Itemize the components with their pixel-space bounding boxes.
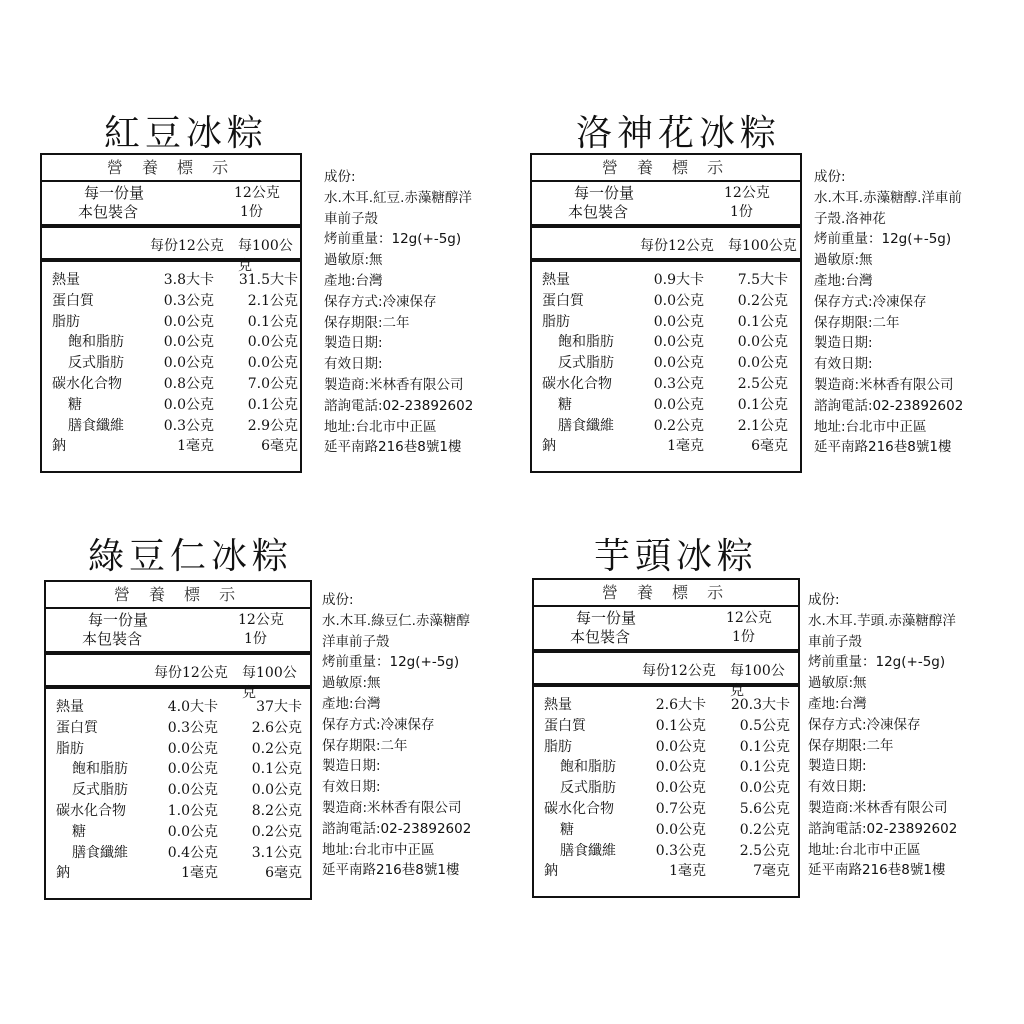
servings-value: 1份 [244, 631, 267, 647]
servings-per-pack-label: 本包裝含 [570, 628, 631, 646]
col-per-serving: 每份12公克 [150, 238, 224, 254]
nutrient-name: 糖 [560, 821, 574, 838]
info-line: 保存方式:冷凍保存 [322, 716, 435, 733]
serving-info [46, 607, 310, 655]
per-serving-value: 0.0公克 [167, 740, 218, 757]
per-serving-value: 1毫克 [177, 438, 214, 455]
info-line: 保存期限:二年 [808, 737, 894, 754]
per-serving-value: 0.0公克 [167, 782, 218, 799]
per-100g-value: 0.0公克 [737, 355, 788, 372]
per-serving-value: 0.0公克 [167, 761, 218, 778]
serving-info [532, 180, 800, 228]
info-line: 保存期限:二年 [322, 737, 408, 754]
per-100g-value: 2.1公克 [247, 292, 298, 309]
nutrient-name: 熱量 [544, 697, 572, 713]
per-serving-value: 0.0公克 [163, 355, 214, 372]
info-line: 保存方式:冷凍保存 [324, 293, 437, 310]
nutrient-name: 蛋白質 [56, 719, 98, 736]
info-line: 諮詢電話:02-23892602 [322, 820, 472, 837]
per-serving-value: 0.0公克 [653, 334, 704, 351]
per-100g-value: 31.5大卡 [238, 272, 298, 288]
col-per-100g: 每100公克 [730, 663, 785, 699]
product-info [324, 167, 499, 458]
nutrient-name: 飽和脂肪 [560, 759, 616, 776]
nutrient-row [42, 436, 300, 457]
info-line: 車前子殼 [808, 633, 862, 650]
info-line: 有效日期: [808, 779, 867, 796]
per-100g-value: 0.1公克 [739, 759, 790, 776]
nutrition-table [532, 578, 800, 898]
info-line: 延平南路216巷8號1樓 [322, 862, 460, 879]
nutrient-name: 熱量 [542, 272, 570, 288]
per-100g-value: 2.1公克 [737, 417, 788, 434]
nutrient-row [46, 759, 310, 780]
nutrient-row [42, 374, 300, 395]
per-100g-value: 6毫克 [265, 865, 302, 882]
nutrient-rows [46, 697, 310, 884]
per-100g-value: 7.0公克 [247, 375, 298, 392]
nutrient-row [42, 312, 300, 333]
info-line: 有效日期: [814, 356, 873, 373]
nutrient-row [42, 353, 300, 374]
info-line: 成份: [814, 169, 846, 185]
info-line: 水.木耳.紅豆.赤藻糖醇洋 [324, 189, 472, 206]
per-serving-value: 0.0公克 [653, 355, 704, 372]
per-serving-value: 0.0公克 [653, 292, 704, 309]
column-headers [532, 228, 800, 262]
per-100g-value: 0.1公克 [737, 396, 788, 413]
nutrient-name: 脂肪 [56, 740, 84, 757]
nutrient-row [534, 695, 798, 716]
per-100g-value: 0.1公克 [739, 738, 790, 755]
nutrient-name: 熱量 [56, 699, 84, 715]
product-title: 綠豆仁冰粽 [88, 536, 294, 577]
info-line: 過敏原:無 [324, 252, 383, 269]
info-line: 製造日期: [324, 335, 383, 352]
nutrient-name: 碳水化合物 [52, 375, 122, 392]
info-line: 產地:台灣 [814, 272, 873, 289]
per-100g-value: 0.0公克 [737, 334, 788, 351]
info-line: 洋車前子殼 [322, 633, 390, 650]
servings-value: 1份 [730, 204, 753, 220]
nutrient-row [46, 822, 310, 843]
info-line: 延平南路216巷8號1樓 [324, 439, 462, 456]
nutrient-row [532, 395, 800, 416]
nutrient-row [532, 436, 800, 457]
per-serving-value: 0.7公克 [655, 800, 706, 817]
info-line: 產地:台灣 [808, 695, 867, 712]
nutrient-row [532, 312, 800, 333]
per-serving-value: 1毫克 [667, 438, 704, 455]
per-100g-value: 7.5大卡 [737, 272, 788, 288]
per-serving-label: 每一份量 [576, 609, 637, 627]
info-line: 車前子殼 [324, 210, 378, 227]
per-serving-value: 0.2公克 [653, 417, 704, 434]
serving-size-value: 12公克 [234, 185, 280, 201]
per-100g-value: 0.2公克 [251, 740, 302, 757]
servings-value: 1份 [240, 204, 263, 220]
product-info [808, 590, 983, 881]
per-serving-value: 0.8公克 [163, 375, 214, 392]
info-line: 製造商:米林香有限公司 [324, 376, 464, 393]
per-serving-value: 0.0公克 [655, 738, 706, 755]
product-panel-taro [532, 528, 1012, 880]
nutrient-row [46, 801, 310, 822]
info-line: 延平南路216巷8號1樓 [814, 439, 952, 456]
per-serving-value: 0.3公克 [163, 292, 214, 309]
col-per-serving: 每份12公克 [642, 663, 716, 679]
product-title: 紅豆冰粽 [104, 113, 269, 154]
product-panel-mung-bean [44, 528, 524, 882]
per-100g-value: 8.2公克 [251, 802, 302, 819]
per-serving-value: 0.0公克 [653, 313, 704, 330]
per-serving-value: 0.3公克 [167, 719, 218, 736]
nutrient-name: 糖 [72, 823, 86, 840]
info-line: 地址:台北市中正區 [814, 418, 927, 435]
per-serving-value: 0.9大卡 [653, 272, 704, 288]
nutrient-name: 碳水化合物 [56, 802, 126, 819]
info-line: 有效日期: [322, 779, 381, 796]
per-100g-value: 3.1公克 [251, 844, 302, 861]
info-line: 成份: [324, 169, 356, 185]
info-line: 過敏原:無 [814, 252, 873, 269]
per-100g-value: 0.0公克 [247, 334, 298, 351]
per-100g-value: 2.5公克 [739, 842, 790, 859]
info-line: 製造商:米林香有限公司 [322, 799, 462, 816]
per-serving-value: 4.0大卡 [167, 699, 218, 715]
nutrient-row [532, 353, 800, 374]
product-panel-red-bean [40, 105, 520, 456]
nutrient-name: 膳食纖維 [68, 417, 124, 434]
nutrient-row [42, 416, 300, 437]
per-serving-label: 每一份量 [574, 184, 635, 202]
nutrition-table [44, 580, 312, 900]
nutrient-row [42, 270, 300, 291]
nutrient-row [532, 374, 800, 395]
info-line: 烤前重量：12g(+-5g) [322, 654, 460, 671]
nutrient-name: 反式脂肪 [560, 780, 616, 797]
serving-info [534, 605, 798, 653]
nutrient-row [534, 778, 798, 799]
per-serving-value: 0.3公克 [163, 417, 214, 434]
nutrient-row [534, 716, 798, 737]
per-100g-value: 0.1公克 [247, 313, 298, 330]
nutrition-table [40, 153, 302, 473]
nutrient-name: 熱量 [52, 272, 80, 288]
product-panel-roselle [530, 105, 1010, 456]
per-serving-value: 0.3公克 [655, 842, 706, 859]
nutrient-name: 蛋白質 [544, 717, 586, 734]
info-line: 水.木耳.赤藻糖醇.洋車前 [814, 189, 962, 206]
info-line: 烤前重量：12g(+-5g) [324, 231, 462, 248]
nutrient-name: 脂肪 [52, 313, 80, 330]
nutrient-row [42, 291, 300, 312]
nutrient-name: 糖 [68, 396, 82, 413]
per-100g-value: 0.0公克 [247, 355, 298, 372]
nutrient-row [532, 270, 800, 291]
per-100g-value: 6毫克 [751, 438, 788, 455]
per-100g-value: 37大卡 [256, 699, 302, 715]
per-100g-value: 0.5公克 [739, 717, 790, 734]
per-100g-value: 0.2公克 [251, 823, 302, 840]
nutrient-row [532, 291, 800, 312]
serving-size-value: 12公克 [726, 610, 772, 626]
info-line: 製造日期: [814, 335, 873, 352]
col-per-100g: 每100公克 [238, 238, 293, 274]
per-100g-value: 0.1公克 [737, 313, 788, 330]
col-per-serving: 每份12公克 [154, 665, 228, 681]
nutrient-row [46, 739, 310, 760]
info-line: 保存期限:二年 [814, 314, 900, 331]
per-serving-value: 0.0公克 [163, 334, 214, 351]
per-serving-value: 0.3公克 [653, 375, 704, 392]
nutrient-name: 飽和脂肪 [558, 334, 614, 351]
nutrient-name: 鈉 [52, 438, 66, 455]
per-100g-value: 5.6公克 [739, 800, 790, 817]
per-100g-value: 2.6公克 [251, 719, 302, 736]
nutrient-name: 鈉 [544, 863, 558, 880]
nutrient-rows [534, 695, 798, 882]
per-100g-value: 2.9公克 [247, 417, 298, 434]
per-serving-label: 每一份量 [88, 611, 149, 629]
per-100g-value: 0.1公克 [247, 396, 298, 413]
nutrient-row [534, 861, 798, 882]
nutrient-row [534, 820, 798, 841]
nutrient-row [534, 799, 798, 820]
nutrient-name: 膳食纖維 [558, 417, 614, 434]
col-per-serving: 每份12公克 [640, 238, 714, 254]
info-line: 保存方式:冷凍保存 [808, 716, 921, 733]
nutrient-row [46, 718, 310, 739]
info-line: 水.木耳.芋頭.赤藻糖醇洋 [808, 612, 956, 629]
nutrition-table-heading: 營 養 標 示 [42, 155, 300, 182]
info-line: 水.木耳.綠豆仁.赤藻糖醇 [322, 612, 470, 629]
info-line: 過敏原:無 [808, 675, 867, 692]
nutrient-name: 糖 [558, 396, 572, 413]
nutrient-name: 蛋白質 [542, 292, 584, 309]
info-line: 製造日期: [322, 758, 381, 775]
nutrition-table-heading: 營 養 標 示 [534, 580, 798, 607]
info-line: 成份: [808, 592, 840, 608]
per-serving-value: 0.1公克 [655, 717, 706, 734]
per-100g-value: 20.3大卡 [730, 697, 790, 713]
nutrient-name: 碳水化合物 [544, 800, 614, 817]
info-line: 過敏原:無 [322, 675, 381, 692]
serving-size-value: 12公克 [724, 185, 770, 201]
nutrition-table-heading: 營 養 標 示 [46, 582, 310, 609]
info-line: 諮詢電話:02-23892602 [808, 820, 958, 837]
nutrient-name: 蛋白質 [52, 292, 94, 309]
per-serving-value: 2.6大卡 [655, 697, 706, 713]
nutrient-name: 脂肪 [544, 738, 572, 755]
per-serving-value: 1毫克 [181, 865, 218, 882]
info-line: 烤前重量：12g(+-5g) [808, 654, 946, 671]
nutrient-name: 反式脂肪 [68, 355, 124, 372]
info-line: 製造商:米林香有限公司 [814, 376, 954, 393]
info-line: 地址:台北市中正區 [322, 841, 435, 858]
info-line: 地址:台北市中正區 [808, 841, 921, 858]
nutrient-row [46, 843, 310, 864]
nutrient-name: 鈉 [56, 865, 70, 882]
per-serving-value: 0.0公克 [163, 396, 214, 413]
servings-per-pack-label: 本包裝含 [82, 630, 143, 648]
info-line: 製造日期: [808, 758, 867, 775]
product-info [322, 590, 497, 881]
serving-info [42, 180, 300, 228]
nutrient-row [534, 737, 798, 758]
servings-per-pack-label: 本包裝含 [78, 203, 139, 221]
per-100g-value: 0.0公克 [251, 782, 302, 799]
product-title: 芋頭冰粽 [594, 536, 759, 577]
col-per-100g: 每100公克 [728, 238, 797, 254]
column-headers [46, 655, 310, 701]
nutrient-row [42, 332, 300, 353]
per-100g-value: 6毫克 [261, 438, 298, 455]
info-line: 延平南路216巷8號1樓 [808, 862, 946, 879]
nutrient-name: 反式脂肪 [558, 355, 614, 372]
per-serving-value: 0.0公克 [655, 759, 706, 776]
info-line: 成份: [322, 592, 354, 608]
column-headers [42, 228, 300, 274]
servings-value: 1份 [732, 629, 755, 645]
per-100g-value: 0.2公克 [739, 821, 790, 838]
nutrition-table-heading: 營 養 標 示 [532, 155, 800, 182]
per-100g-value: 0.2公克 [737, 292, 788, 309]
serving-size-value: 12公克 [238, 612, 284, 628]
nutrient-row [46, 863, 310, 884]
per-serving-value: 0.0公克 [653, 396, 704, 413]
nutrient-row [46, 697, 310, 718]
info-line: 產地:台灣 [324, 272, 383, 289]
per-serving-value: 1毫克 [669, 863, 706, 880]
info-line: 保存方式:冷凍保存 [814, 293, 927, 310]
per-serving-value: 0.0公克 [167, 823, 218, 840]
nutrient-rows [42, 270, 300, 457]
per-serving-value: 0.0公克 [163, 313, 214, 330]
nutrient-name: 飽和脂肪 [72, 761, 128, 778]
nutrient-row [46, 780, 310, 801]
nutrient-name: 脂肪 [542, 313, 570, 330]
per-serving-value: 0.4公克 [167, 844, 218, 861]
info-line: 製造商:米林香有限公司 [808, 799, 948, 816]
nutrient-name: 膳食纖維 [72, 844, 128, 861]
nutrient-row [534, 757, 798, 778]
nutrient-name: 膳食纖維 [560, 842, 616, 859]
per-100g-value: 2.5公克 [737, 375, 788, 392]
info-line: 有效日期: [324, 356, 383, 373]
info-line: 諮詢電話:02-23892602 [814, 397, 964, 414]
info-line: 產地:台灣 [322, 695, 381, 712]
info-line: 地址:台北市中正區 [324, 418, 437, 435]
nutrient-row [532, 332, 800, 353]
per-serving-value: 3.8大卡 [163, 272, 214, 288]
per-serving-label: 每一份量 [84, 184, 145, 202]
column-headers [534, 653, 798, 699]
servings-per-pack-label: 本包裝含 [568, 203, 629, 221]
nutrient-name: 鈉 [542, 438, 556, 455]
per-100g-value: 0.1公克 [251, 761, 302, 778]
product-info [814, 167, 989, 458]
info-line: 諮詢電話:02-23892602 [324, 397, 474, 414]
product-title: 洛神花冰粽 [576, 113, 782, 154]
nutrient-name: 碳水化合物 [542, 375, 612, 392]
col-per-100g: 每100公克 [242, 665, 297, 701]
nutrient-rows [532, 270, 800, 457]
nutrient-name: 反式脂肪 [72, 782, 128, 799]
nutrient-row [534, 841, 798, 862]
info-line: 保存期限:二年 [324, 314, 410, 331]
info-line: 子殼.洛神花 [814, 210, 886, 227]
nutrient-name: 飽和脂肪 [68, 334, 124, 351]
per-100g-value: 0.0公克 [739, 780, 790, 797]
nutrient-row [42, 395, 300, 416]
nutrition-table [530, 153, 802, 473]
nutrient-row [532, 416, 800, 437]
per-serving-value: 1.0公克 [167, 802, 218, 819]
per-serving-value: 0.0公克 [655, 780, 706, 797]
per-100g-value: 7毫克 [753, 863, 790, 880]
info-line: 烤前重量：12g(+-5g) [814, 231, 952, 248]
per-serving-value: 0.0公克 [655, 821, 706, 838]
